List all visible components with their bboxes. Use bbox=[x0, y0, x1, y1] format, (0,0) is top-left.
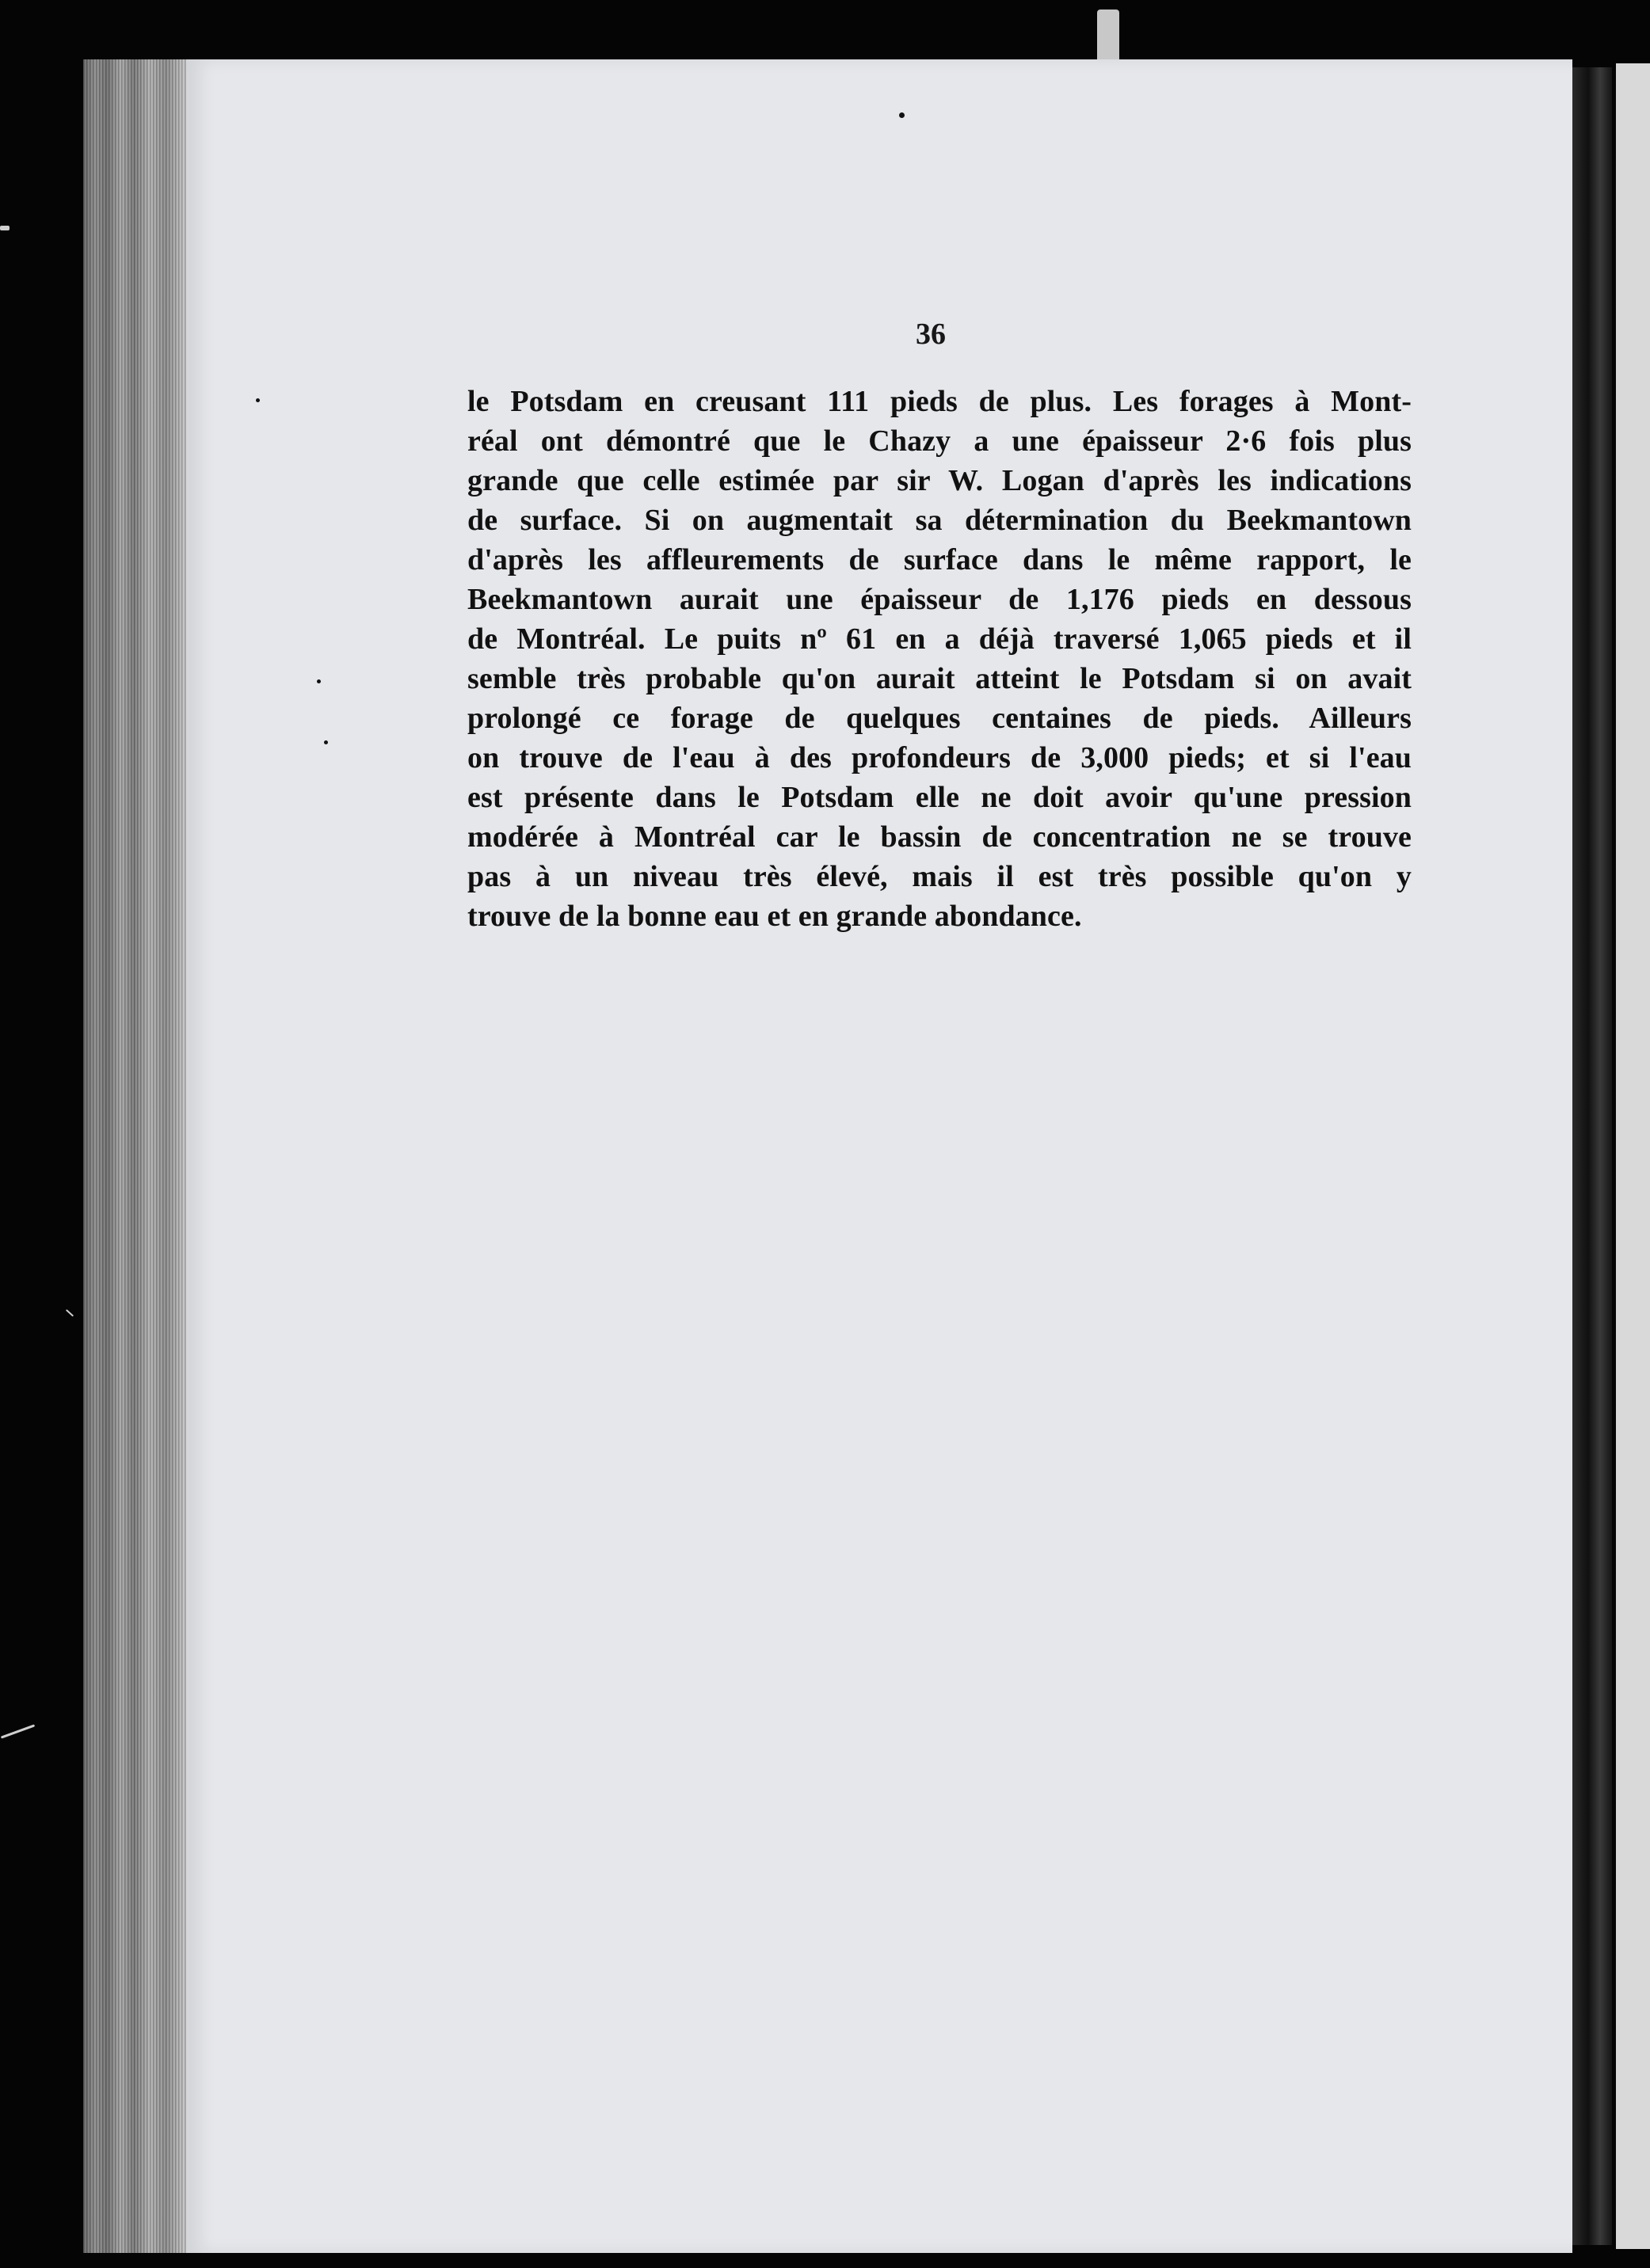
text-line: de Montréal. Le puits nº 61 en a déjà traversé 1,065 pieds et il bbox=[467, 622, 1412, 656]
page-speck bbox=[256, 398, 260, 402]
text-line: on trouve de l'eau à des profondeurs de 3,000 pieds; et si l'eau bbox=[467, 741, 1412, 774]
page-speck bbox=[899, 112, 905, 118]
text-line: le Potsdam en creusant 111 pieds de plus. Les forages à Mont- bbox=[467, 385, 1412, 418]
text-line: prolongé ce forage de quelques centaines de pieds. Ailleurs bbox=[467, 702, 1412, 735]
page-speck bbox=[324, 740, 328, 744]
text-line: semble très probable qu'on aurait atteint le Potsdam si on avait bbox=[467, 662, 1412, 695]
text-line: pas à un niveau très élevé, mais il est très possible qu'on y bbox=[467, 860, 1412, 893]
text-line: trouve de la bonne eau et en grande abondance. bbox=[467, 900, 1082, 933]
text-line: d'après les affleurements de surface dans le même rapport, le bbox=[467, 543, 1412, 577]
text-line: de surface. Si on augmentait sa détermination du Beekmantown bbox=[467, 504, 1412, 537]
text-line: réal ont démontré que le Chazy a une épaisseur 2·6 fois plus bbox=[467, 424, 1412, 458]
page-speck bbox=[317, 679, 321, 683]
text-line: est présente dans le Potsdam elle ne doit avoir qu'une pression bbox=[467, 781, 1412, 814]
right-book-edge bbox=[1572, 67, 1612, 2245]
top-scan-mark bbox=[1097, 10, 1119, 60]
right-page-edge bbox=[1616, 63, 1650, 2249]
page-number: 36 bbox=[916, 318, 946, 351]
scan-speck bbox=[0, 226, 10, 230]
text-line: Beekmantown aurait une épaisseur de 1,176 pieds en dessous bbox=[467, 583, 1412, 616]
text-line: grande que celle estimée par sir W. Logan d'après les indications bbox=[467, 464, 1412, 497]
text-line: modérée à Montréal car le bassin de concentration ne se trouve bbox=[467, 820, 1412, 854]
page-text-block bbox=[467, 382, 1412, 936]
